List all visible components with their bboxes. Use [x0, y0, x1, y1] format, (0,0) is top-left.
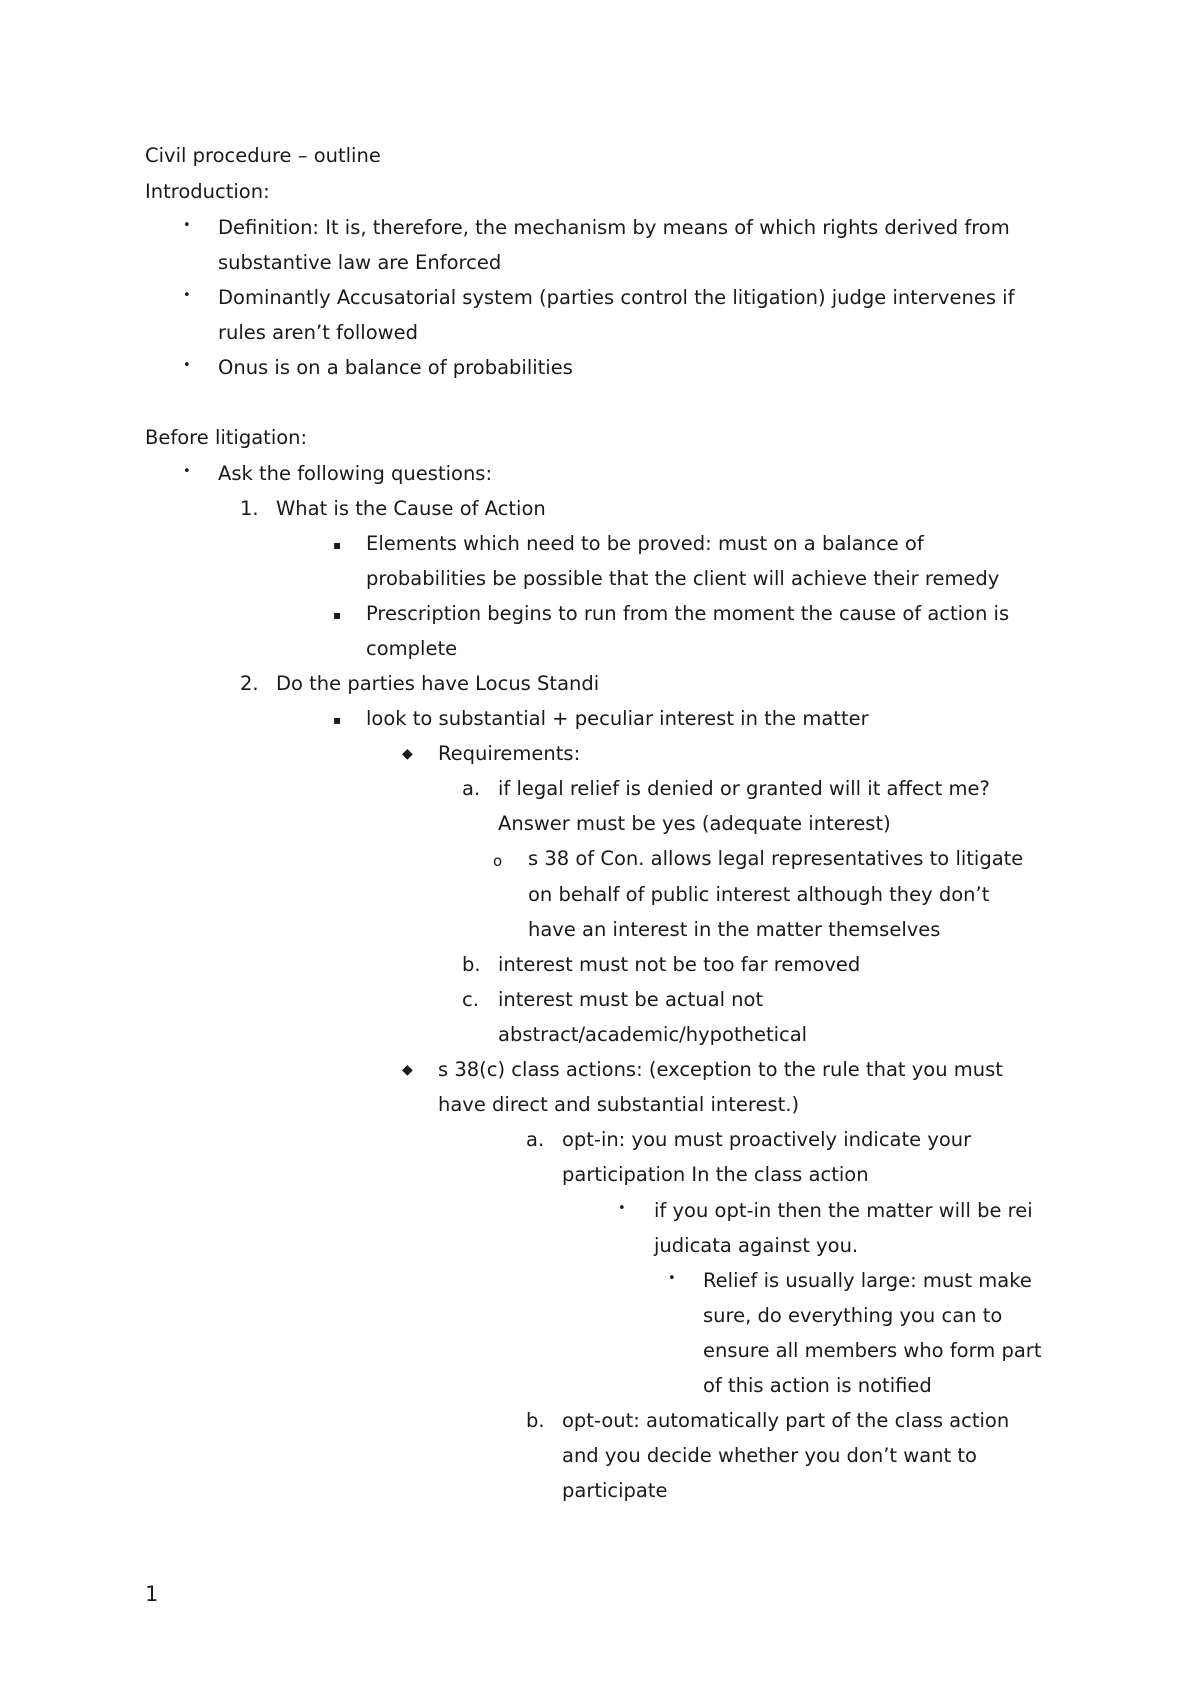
text-line: sure, do everything you can to — [703, 1304, 1003, 1327]
square-bullet-icon: ▪ — [333, 538, 342, 552]
text-line: Prescription begins to run from the moment the cause of action is — [366, 602, 1010, 625]
text-line: judicata against you. — [654, 1234, 859, 1257]
text-line: and you decide whether you don’t want to — [562, 1444, 977, 1467]
text-line: have direct and substantial interest.) — [438, 1093, 800, 1116]
text-line: probabilities be possible that the client will achieve their remedy — [366, 567, 1000, 590]
list-letter: b. — [462, 953, 481, 976]
text-line: Do the parties have Locus Standi — [276, 672, 600, 695]
text-line: participate — [562, 1479, 668, 1502]
square-bullet-icon: ▪ — [333, 713, 342, 727]
list-letter: b. — [526, 1409, 545, 1432]
text-line: substantive law are Enforced — [218, 251, 502, 274]
circle-bullet-icon: o — [493, 852, 503, 870]
text-line: look to substantial + peculiar interest in the matter — [366, 707, 869, 730]
text-line: rules aren’t followed — [218, 321, 418, 344]
text-line: participation In the class action — [562, 1163, 869, 1186]
section-heading-introduction: Introduction: — [145, 180, 270, 203]
list-letter: c. — [462, 988, 479, 1011]
square-bullet-icon: ▪ — [333, 608, 342, 622]
bullet-icon: • — [183, 358, 191, 373]
text-line: s 38 of Con. allows legal representatives to litigate — [528, 847, 1024, 870]
text-line: Definition: It is, therefore, the mechanism by means of which rights derived from — [218, 216, 1010, 239]
list-letter: a. — [462, 777, 481, 800]
text-line: abstract/academic/hypothetical — [498, 1023, 808, 1046]
text-line: Elements which need to be proved: must on a balance of — [366, 532, 924, 555]
bullet-icon: • — [183, 288, 191, 303]
text-line: complete — [366, 637, 458, 660]
text-line: opt-out: automatically part of the class action — [562, 1409, 1010, 1432]
diamond-bullet-icon: ◆ — [402, 1062, 413, 1078]
text-line: if you opt-in then the matter will be rei — [654, 1199, 1033, 1222]
text-line: What is the Cause of Action — [276, 497, 546, 520]
text-line: Ask the following questions: — [218, 462, 493, 485]
list-number: 2. — [240, 672, 259, 695]
section-heading-before-litigation: Before litigation: — [145, 426, 308, 449]
text-line: on behalf of public interest although they don’t — [528, 883, 990, 906]
text-line: Dominantly Accusatorial system (parties control the litigation) judge intervenes if — [218, 286, 1015, 309]
list-number: 1. — [240, 497, 259, 520]
page-number: 1 — [145, 1582, 159, 1606]
bullet-icon: • — [618, 1201, 626, 1216]
list-letter: a. — [526, 1128, 545, 1151]
text-line: s 38(c) class actions: (exception to the rule that you must — [438, 1058, 1003, 1081]
text-line: Onus is on a balance of probabilities — [218, 356, 573, 379]
text-line: have an interest in the matter themselves — [528, 918, 941, 941]
text-line: interest must be actual not — [498, 988, 764, 1011]
text-line: Answer must be yes (adequate interest) — [498, 812, 891, 835]
diamond-bullet-icon: ◆ — [402, 746, 413, 762]
text-line: of this action is notified — [703, 1374, 932, 1397]
text-line: opt-in: you must proactively indicate your — [562, 1128, 972, 1151]
bullet-icon: • — [183, 218, 191, 233]
bullet-icon: • — [183, 464, 191, 479]
text-line: Requirements: — [438, 742, 581, 765]
text-line: ensure all members who form part — [703, 1339, 1042, 1362]
text-line: Relief is usually large: must make — [703, 1269, 1032, 1292]
text-line: interest must not be too far removed — [498, 953, 861, 976]
document-title: Civil procedure – outline — [145, 144, 381, 167]
bullet-icon: • — [668, 1271, 676, 1286]
text-line: if legal relief is denied or granted will it affect me? — [498, 777, 990, 800]
